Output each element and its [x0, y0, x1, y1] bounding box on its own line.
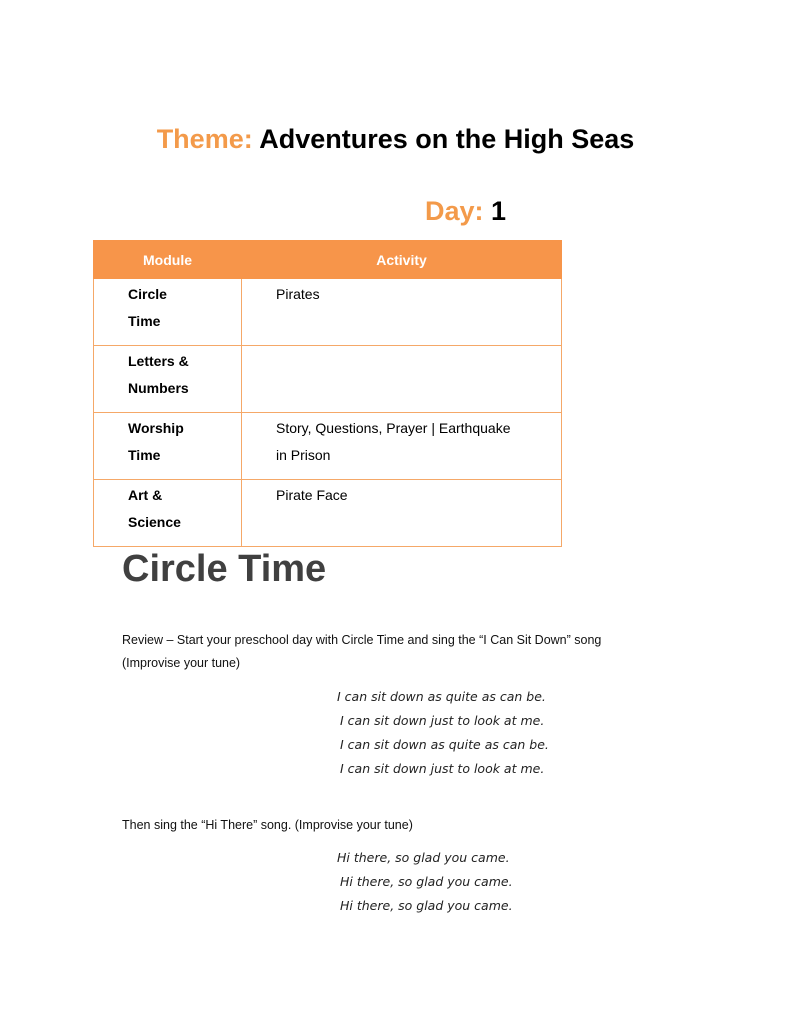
song-line: Hi there, so glad you came.: [340, 874, 513, 889]
day-label: Day:: [424, 196, 484, 226]
module-cell: [94, 346, 242, 413]
song-hi-there: [337, 846, 513, 918]
song-line: I can sit down as quite as can be.: [337, 689, 546, 704]
song-line: I can sit down as quite as can be.: [340, 737, 549, 752]
schedule-table: [93, 240, 562, 547]
column-header-activity: Activity: [242, 241, 562, 279]
table-row: [94, 279, 562, 346]
table-header-row: [94, 241, 562, 279]
hi-there-intro: Then sing the “Hi There” song. (Improvise your tune): [122, 818, 413, 832]
song-line: Hi there, so glad you came.: [337, 850, 510, 865]
module-cell: [94, 279, 242, 346]
circle-time-intro: [122, 629, 682, 675]
theme-value: Adventures on the High Seas: [259, 124, 635, 154]
intro-text: (Improvise your tune): [122, 656, 241, 670]
activity-cell: [242, 413, 562, 480]
module-text: Circle: [128, 286, 167, 302]
module-text: Time: [128, 447, 161, 463]
theme-label: Theme:: [156, 124, 253, 154]
activity-text: Pirate Face: [276, 487, 348, 503]
song-i-can-sit-down: [337, 685, 549, 781]
activity-text: Story, Questions, Prayer | Earthquake: [276, 420, 511, 436]
activity-cell: [242, 279, 562, 346]
table-row: [94, 346, 562, 413]
activity-text: Pirates: [276, 286, 320, 302]
column-header-module: Module: [94, 241, 242, 279]
module-text: Science: [128, 514, 181, 530]
module-text: Worship: [128, 420, 184, 436]
section-heading-circle-time: Circle Time: [122, 548, 327, 590]
table-row: [94, 480, 562, 547]
activity-text: in Prison: [276, 447, 331, 463]
theme-title: [0, 124, 791, 155]
module-text: Time: [128, 313, 161, 329]
module-text: Letters &: [128, 353, 189, 369]
song-line: I can sit down just to look at me.: [340, 713, 545, 728]
intro-text: Review – Start your preschool day with Circle Time and sing the “I Can Sit Down” song: [122, 633, 602, 647]
activity-cell: [242, 346, 562, 413]
module-text: Numbers: [128, 380, 189, 396]
day-title: [0, 196, 791, 227]
module-cell: [94, 480, 242, 547]
table-row: [94, 413, 562, 480]
song-line: Hi there, so glad you came.: [340, 898, 513, 913]
module-cell: [94, 413, 242, 480]
module-text: Art &: [128, 487, 163, 503]
activity-cell: [242, 480, 562, 547]
day-value: 1: [491, 196, 507, 226]
song-line: I can sit down just to look at me.: [340, 761, 545, 776]
